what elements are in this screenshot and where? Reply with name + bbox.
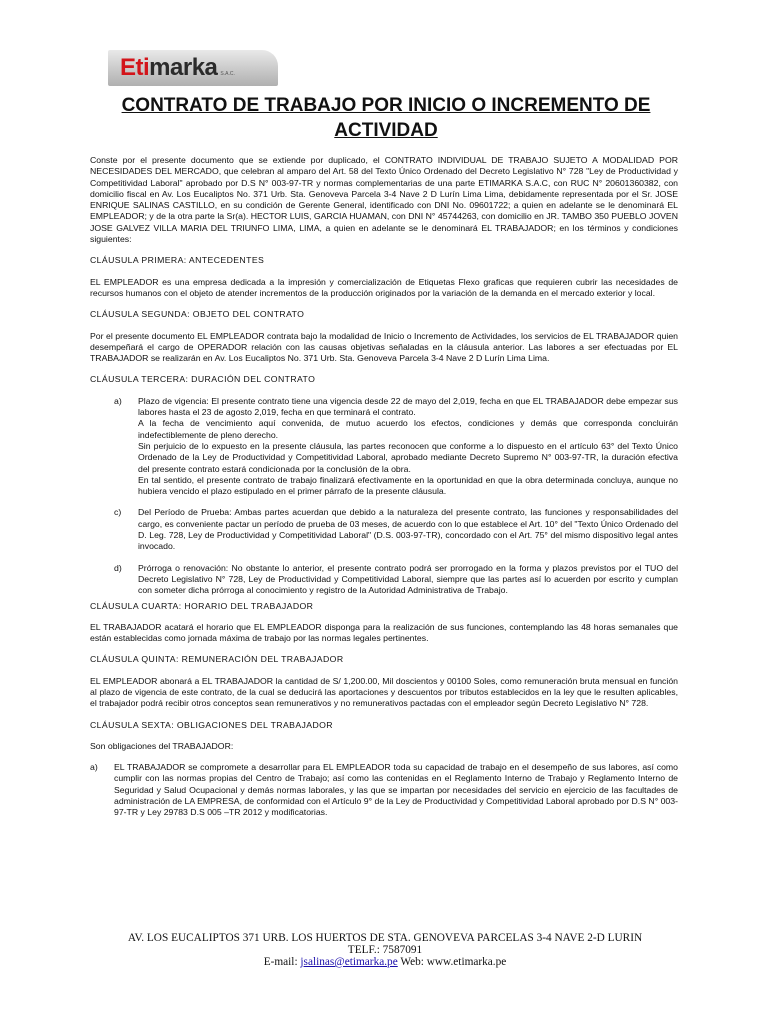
item-paragraph: Del Período de Prueba: Ambas partes acuerdan que debido a la naturaleza del presente contrato, las funciones y responsabilidades del cargo, es conveniente pactar un período de prueba de 03 meses, de acuerdo con lo que establece el Art. 10° del "Texto Único Ordenado del D. Leg. 728, Ley de Productividad y Competitividad Laboral" (D.S. 003-97-TR), concordado con el Art. 75° del mismo dispositivo legal antes invocado.: [138, 507, 678, 552]
item-paragraph: EL TRABAJADOR se compromete a desarrollar para EL EMPLEADOR toda su capacidad de trabajo en el desempeño de sus labores, así como cumplir con las normas propias del Centro de Trabajo; así como las contenidas en el Reglamento Interno de Trabajo y Reglamento Interno de Seguridad y Salud Ocupacional y demás normas laborales, y las que se impartan por necesidades del servicio en ejercicio de las facultades de administración de LA EMPRESA, de conformidad con el Artículo 9° de la Ley de Productividad y Competitividad Laboral aprobado por D.S N° 003-97-TR y Ley 29783 D.S 005 –TR 2012 y modificatorias.: [114, 762, 678, 818]
item-paragraph: Plazo de vigencia: El presente contrato tiene una vigencia desde 22 de mayo del 2,019, fecha en que EL TRABAJADOR debe empezar sus labores hasta el 23 de agosto 2,019, fecha en que terminará el contrato.: [138, 395, 678, 418]
contract-body: [90, 155, 678, 823]
item-paragraph: Sin perjuicio de lo expuesto en la presente cláusula, las partes reconocen que conforme a lo dispuesto en el artículo 63° del Texto Único Ordenado de la Ley de Productividad y Competitividad Laboral, aprobado mediante Decreto Supremo N° 003-97-TR, la duración efectiva del presente contrato estará condicionada por la conclusión de la obra.: [138, 440, 678, 474]
clause-4-text: EL TRABAJADOR acatará el horario que EL EMPLEADOR disponga para la realización de sus funciones, contemplando las 48 horas semanales que están establecidas como jornada máxima de trabajo por las normas legales pertinentes.: [90, 621, 678, 644]
item-body: [138, 563, 678, 597]
footer-address: AV. LOS EUCALIPTOS 371 URB. LOS HUERTOS DE STA. GENOVEVA PARCELAS 3-4 NAVE 2-D LURIN: [127, 932, 643, 944]
clause-3-item-a: [90, 396, 678, 498]
page-footer: [60, 932, 710, 968]
clause-5-text: EL EMPLEADOR abonará a EL TRABAJADOR la cantidad de S/ 1,200.00, Mil doscientos y 00100 Soles, como remuneración bruta mensual en función al plazo de vigencia de este contrato, de la cual se deducirá las aportaciones y descuentos por tributos establecidos en la ley que le resulten aplicables, el trabajador podrá recibir otros conceptos sean remunerativos y no remunerativos pactadas con el empleador según Decreto Legislativo N° 728.: [90, 675, 678, 709]
clause-4-heading: CLÁUSULA CUARTA: HORARIO DEL TRABAJADOR: [90, 600, 314, 611]
clause-1-heading: CLÁUSULA PRIMERA: ANTECEDENTES: [90, 255, 265, 266]
item-body: [138, 396, 678, 498]
footer-phone: TELF.: 7587091: [347, 944, 423, 956]
logo-wordmark: [120, 54, 217, 82]
clause-6-item-a: [90, 762, 678, 818]
clause-2-heading: CLÁUSULA SEGUNDA: OBJETO DEL CONTRATO: [90, 309, 305, 320]
clause-3-heading: CLÁUSULA TERCERA: DURACIÓN DEL CONTRATO: [90, 374, 316, 385]
clause-5-heading: CLÁUSULA QUINTA: REMUNERACIÓN DEL TRABAJADOR: [90, 654, 344, 665]
email-link[interactable]: jsalinas@etimarka.pe: [300, 956, 398, 968]
clause-1-text: EL EMPLEADOR es una empresa dedicada a la impresión y comercialización de Etiquetas Flexo graficas que requieren cubrir las necesidades de recursos humanos con el objeto de atender incrementos de la producción originados por la variación de la demanda en el mercado exterior y local.: [90, 276, 678, 298]
footer-contact: [60, 956, 710, 968]
item-label: a): [90, 762, 98, 773]
logo-red-part: Eti: [120, 54, 150, 81]
clause-3-item-d: [90, 563, 678, 597]
item-label: c): [114, 507, 122, 518]
item-body: [138, 507, 678, 552]
item-label: d): [114, 562, 122, 573]
clause-2-text: Por el presente documento EL EMPLEADOR contrata bajo la modalidad de Inicio o Incremento de Actividades, los servicios de EL TRABAJADOR quien desempeñará el cargo de OPERADOR relación con las causas objetivas señaladas en la cláusula anterior. Las labores a ser efectuadas por EL TRABAJADOR se realizarán en Av. Los Eucaliptos No. 371 Urb. Sta. Genoveva Parcela 3-4 Nave 2 D Lurín Lima Lima.: [90, 330, 678, 364]
intro-paragraph: Conste por el presente documento que se extiende por duplicado, el CONTRATO INDIVIDUAL DE TRABAJO SUJETO A MODALIDAD POR NECESIDADES DEL MERCADO, que celebran al amparo del Art. 58 del Texto Único Ordenado del Decreto Legislativo N° 728 "Ley de Productividad y Competitividad Laboral" aprobado por D.S N° 003-97-TR y normas complementarias de una parte ETIMARKA S.A.C, con RUC N° 20601360382, con domicilio fiscal en Av. Los Eucaliptos No. 371 Urb. Sta. Genoveva Parcela 3-4 Nave 2 D Lurín Lima Lima, debidamente representada por el Sr. JOSE ENRIQUE SALINAS CASTILLO, en su condición de Gerente General, identificado con DNI No. 09601722; a quien en adelante se le denominará EL EMPLEADOR; y de la otra parte la Sr(a). HECTOR LUIS, GARCIA HUAMAN, con DNI N° 45744263, con domicilio en JR. TAMBO 350 PUEBLO JOVEN JOSE GALVEZ VILLA MARIA DEL TRIUNFO LIMA, LIMA, a quien en adelante se le denominará EL TRABAJADOR; en los términos y condiciones siguientes:: [90, 155, 678, 245]
item-label: a): [114, 395, 122, 406]
item-paragraph: A la fecha de vencimiento aquí convenida, de mutuo acuerdo los efectos, condiciones y demás que corresponda concluirán indefectiblemente de pleno derecho.: [138, 418, 678, 440]
document-title: CONTRATO DE TRABAJO POR INICIO O INCREMENTO DE ACTIVIDAD: [121, 95, 651, 141]
logo-suffix: S.A.C.: [220, 71, 235, 77]
email-label: E-mail:: [263, 956, 301, 968]
logo-dark-part: marka: [149, 54, 218, 81]
item-paragraph: Prórroga o renovación: No obstante lo anterior, el presente contrato podrá ser prorrogado en la forma y plazos previstos por el TUO del Decreto Legislativo N° 728, Ley de Productividad y Competitividad Laboral, siempre que las partes así lo acuerden por escrito y cumplan con someter dicha prórroga al conocimiento y registro de la Autoridad Administrativa de Trabajo.: [138, 562, 678, 596]
clause-3-item-c: [90, 507, 678, 552]
clause-6-heading: CLÁUSULA SEXTA: OBLIGACIONES DEL TRABAJADOR: [90, 719, 333, 730]
company-logo: [108, 50, 278, 86]
clause-6-intro: Son obligaciones del TRABAJADOR:: [90, 740, 234, 751]
item-paragraph: En tal sentido, el presente contrato de trabajo finalizará efectivamente en la oportunidad en que la obra determinada concluya, aunque no hubiera vencido el plazo estipulado en el primer párrafo de la presente cláusula.: [138, 474, 678, 497]
web-text: Web: www.etimarka.pe: [397, 956, 507, 968]
